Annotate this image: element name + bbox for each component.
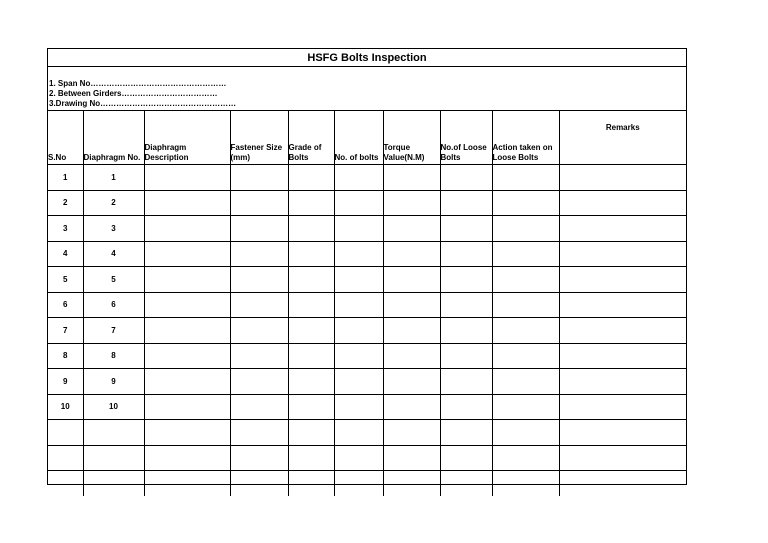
cell-fastener-size (230, 165, 288, 191)
inspection-sheet (47, 48, 687, 485)
cell-diaphragm-description (144, 292, 230, 318)
cell-remarks (559, 241, 686, 267)
table-row (48, 420, 686, 446)
cell-diaphragm-description (144, 267, 230, 293)
cell-diaphragm-description (144, 420, 230, 446)
cell-remarks (559, 369, 686, 395)
cell-diaphragm-no: 5 (83, 267, 144, 293)
cell-remarks (559, 471, 686, 496)
table-row (48, 267, 686, 293)
cell-no-of-bolts (334, 216, 383, 242)
cell-remarks (559, 343, 686, 369)
cell-diaphragm-no: 2 (83, 190, 144, 216)
header-diaphragm-no: Diaphragm No. (83, 111, 144, 165)
inspection-table (48, 111, 686, 496)
cell-diaphragm-description (144, 190, 230, 216)
cell-diaphragm-description (144, 165, 230, 191)
cell-fastener-size (230, 216, 288, 242)
cell-grade-of-bolts (288, 343, 334, 369)
cell-fastener-size (230, 241, 288, 267)
cell-grade-of-bolts (288, 445, 334, 471)
table-row (48, 190, 686, 216)
cell-torque-value (383, 369, 440, 395)
cell-no-of-bolts (334, 420, 383, 446)
cell-grade-of-bolts (288, 369, 334, 395)
cell-remarks (559, 165, 686, 191)
cell-torque-value (383, 267, 440, 293)
cell-diaphragm-no: 1 (83, 165, 144, 191)
cell-remarks (559, 267, 686, 293)
cell-grade-of-bolts (288, 471, 334, 496)
cell-grade-of-bolts (288, 190, 334, 216)
cell-remarks (559, 292, 686, 318)
table-row (48, 292, 686, 318)
info-section (48, 67, 686, 111)
cell-torque-value (383, 394, 440, 420)
table-row (48, 318, 686, 344)
cell-no-of-bolts (334, 190, 383, 216)
cell-sno: 1 (48, 165, 83, 191)
cell-diaphragm-no: 8 (83, 343, 144, 369)
cell-grade-of-bolts (288, 318, 334, 344)
cell-sno: 3 (48, 216, 83, 242)
cell-sno: 5 (48, 267, 83, 293)
cell-action-taken (492, 471, 559, 496)
cell-sno (48, 471, 83, 496)
cell-torque-value (383, 292, 440, 318)
cell-no-of-bolts (334, 471, 383, 496)
table-row (48, 216, 686, 242)
cell-sno (48, 420, 83, 446)
cell-action-taken (492, 394, 559, 420)
table-body (48, 165, 686, 496)
cell-sno: 2 (48, 190, 83, 216)
cell-grade-of-bolts (288, 241, 334, 267)
cell-fastener-size (230, 267, 288, 293)
cell-grade-of-bolts (288, 292, 334, 318)
cell-no-of-loose-bolts (440, 394, 492, 420)
cell-fastener-size (230, 445, 288, 471)
cell-no-of-loose-bolts (440, 318, 492, 344)
cell-action-taken (492, 165, 559, 191)
cell-torque-value (383, 216, 440, 242)
span-no-line: 1. Span No…………………………………………… (49, 79, 227, 88)
cell-diaphragm-no: 3 (83, 216, 144, 242)
header-remarks: Remarks (559, 111, 686, 165)
cell-remarks (559, 420, 686, 446)
cell-diaphragm-no (83, 420, 144, 446)
cell-action-taken (492, 292, 559, 318)
header-no-of-bolts: No. of bolts (334, 111, 383, 165)
cell-diaphragm-no: 4 (83, 241, 144, 267)
document-title: HSFG Bolts Inspection (48, 49, 686, 67)
cell-torque-value (383, 190, 440, 216)
header-fastener-size: Fastener Size (mm) (230, 111, 288, 165)
cell-diaphragm-description (144, 369, 230, 395)
cell-no-of-loose-bolts (440, 216, 492, 242)
header-diaphragm-description: Diaphragm Description (144, 111, 230, 165)
cell-remarks (559, 445, 686, 471)
table-row (48, 445, 686, 471)
header-torque-value: Torque Value(N.M) (383, 111, 440, 165)
cell-diaphragm-description (144, 471, 230, 496)
header-row (48, 111, 686, 165)
cell-action-taken (492, 216, 559, 242)
cell-fastener-size (230, 343, 288, 369)
table-row (48, 471, 686, 496)
cell-diaphragm-description (144, 343, 230, 369)
cell-no-of-loose-bolts (440, 471, 492, 496)
cell-torque-value (383, 241, 440, 267)
cell-no-of-bolts (334, 343, 383, 369)
cell-grade-of-bolts (288, 394, 334, 420)
cell-fastener-size (230, 369, 288, 395)
cell-no-of-loose-bolts (440, 241, 492, 267)
cell-diaphragm-no: 9 (83, 369, 144, 395)
cell-diaphragm-description (144, 318, 230, 344)
cell-no-of-loose-bolts (440, 420, 492, 446)
header-sno: S.No (48, 111, 83, 165)
cell-fastener-size (230, 318, 288, 344)
cell-no-of-bolts (334, 394, 383, 420)
cell-no-of-loose-bolts (440, 292, 492, 318)
cell-action-taken (492, 369, 559, 395)
cell-grade-of-bolts (288, 216, 334, 242)
cell-diaphragm-description (144, 394, 230, 420)
cell-no-of-loose-bolts (440, 165, 492, 191)
cell-remarks (559, 394, 686, 420)
cell-remarks (559, 216, 686, 242)
cell-torque-value (383, 343, 440, 369)
table-row (48, 343, 686, 369)
cell-diaphragm-description (144, 445, 230, 471)
cell-sno: 6 (48, 292, 83, 318)
cell-sno: 8 (48, 343, 83, 369)
header-action-taken: Action taken on Loose Bolts (492, 111, 559, 165)
cell-remarks (559, 318, 686, 344)
cell-grade-of-bolts (288, 420, 334, 446)
cell-action-taken (492, 318, 559, 344)
cell-fastener-size (230, 292, 288, 318)
cell-action-taken (492, 343, 559, 369)
cell-no-of-loose-bolts (440, 369, 492, 395)
cell-diaphragm-description (144, 216, 230, 242)
cell-diaphragm-no: 6 (83, 292, 144, 318)
cell-torque-value (383, 471, 440, 496)
table-row (48, 394, 686, 420)
cell-sno: 10 (48, 394, 83, 420)
cell-diaphragm-no: 10 (83, 394, 144, 420)
header-no-of-loose-bolts: No.of Loose Bolts (440, 111, 492, 165)
cell-fastener-size (230, 471, 288, 496)
cell-no-of-loose-bolts (440, 343, 492, 369)
cell-action-taken (492, 420, 559, 446)
cell-action-taken (492, 190, 559, 216)
cell-remarks (559, 190, 686, 216)
cell-diaphragm-description (144, 241, 230, 267)
cell-no-of-bolts (334, 165, 383, 191)
cell-no-of-bolts (334, 318, 383, 344)
cell-sno: 4 (48, 241, 83, 267)
cell-torque-value (383, 445, 440, 471)
cell-fastener-size (230, 394, 288, 420)
cell-sno: 9 (48, 369, 83, 395)
cell-no-of-bolts (334, 292, 383, 318)
cell-no-of-bolts (334, 445, 383, 471)
cell-fastener-size (230, 420, 288, 446)
cell-action-taken (492, 241, 559, 267)
cell-no-of-loose-bolts (440, 190, 492, 216)
table-row (48, 241, 686, 267)
cell-no-of-bolts (334, 241, 383, 267)
cell-action-taken (492, 445, 559, 471)
cell-torque-value (383, 318, 440, 344)
cell-no-of-loose-bolts (440, 267, 492, 293)
drawing-no-line: 3.Drawing No…………………………………………… (49, 99, 237, 108)
cell-action-taken (492, 267, 559, 293)
header-grade-of-bolts: Grade of Bolts (288, 111, 334, 165)
cell-diaphragm-no (83, 471, 144, 496)
cell-diaphragm-no (83, 445, 144, 471)
cell-torque-value (383, 420, 440, 446)
cell-no-of-bolts (334, 369, 383, 395)
cell-fastener-size (230, 190, 288, 216)
cell-sno (48, 445, 83, 471)
cell-grade-of-bolts (288, 165, 334, 191)
cell-diaphragm-no: 7 (83, 318, 144, 344)
between-girders-line: 2. Between Girders……………………………… (49, 89, 218, 98)
cell-sno: 7 (48, 318, 83, 344)
cell-no-of-bolts (334, 267, 383, 293)
cell-torque-value (383, 165, 440, 191)
table-row (48, 369, 686, 395)
table-row (48, 165, 686, 191)
cell-no-of-loose-bolts (440, 445, 492, 471)
cell-grade-of-bolts (288, 267, 334, 293)
